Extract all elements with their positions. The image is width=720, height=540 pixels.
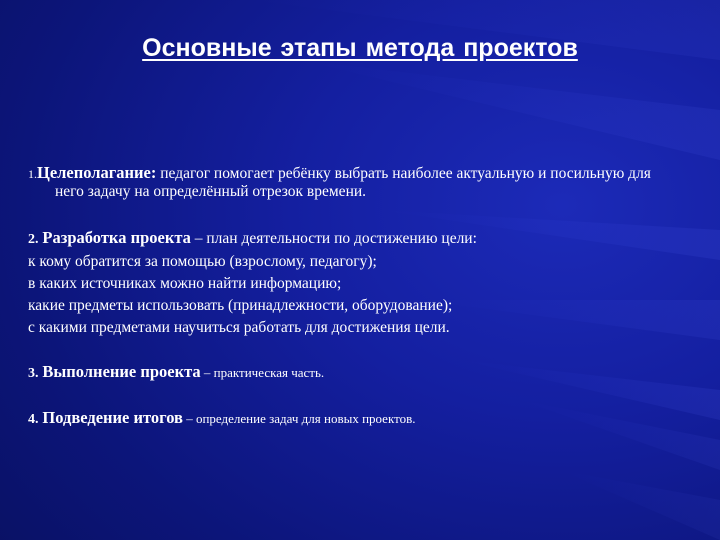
step-3-heading: Выполнение проекта <box>42 362 201 381</box>
step-2 <box>28 227 668 251</box>
step-2-subitem: в каких источниках можно найти информацию; <box>28 275 342 292</box>
step-2-text: – план деятельности по достижению цели: <box>190 230 477 247</box>
step-1-text: педагог помогает ребёнку выбрать наиболее актуальную и посильную для него задачу на определённый отрезок времени. <box>55 165 651 200</box>
step-1-number: 1. <box>28 167 37 181</box>
step-2-number: 2. <box>28 232 39 247</box>
slide-title: Основные этапы метода проектов <box>142 34 578 62</box>
step-4 <box>28 407 668 431</box>
step-1-heading: Целеполагание: <box>37 163 157 182</box>
step-3-number: 3. <box>28 366 39 381</box>
step-2-subitem: какие предметы использовать (принадлежности, оборудование); <box>28 297 453 314</box>
steps-list <box>28 164 668 431</box>
step-2-subitem: с какими предметами научиться работать для достижения цели. <box>28 319 450 336</box>
step-4-text: – определение задач для новых проектов. <box>182 411 416 426</box>
step-2-subitem: к кому обратится за помощью (взрослому, педагогу); <box>28 253 377 270</box>
step-4-heading: Подведение итогов <box>42 408 183 427</box>
step-1 <box>28 164 668 201</box>
step-3-text: – практическая часть. <box>200 365 325 380</box>
step-2-heading: Разработка проекта <box>42 228 191 247</box>
step-4-number: 4. <box>28 412 39 427</box>
step-3 <box>28 361 668 385</box>
